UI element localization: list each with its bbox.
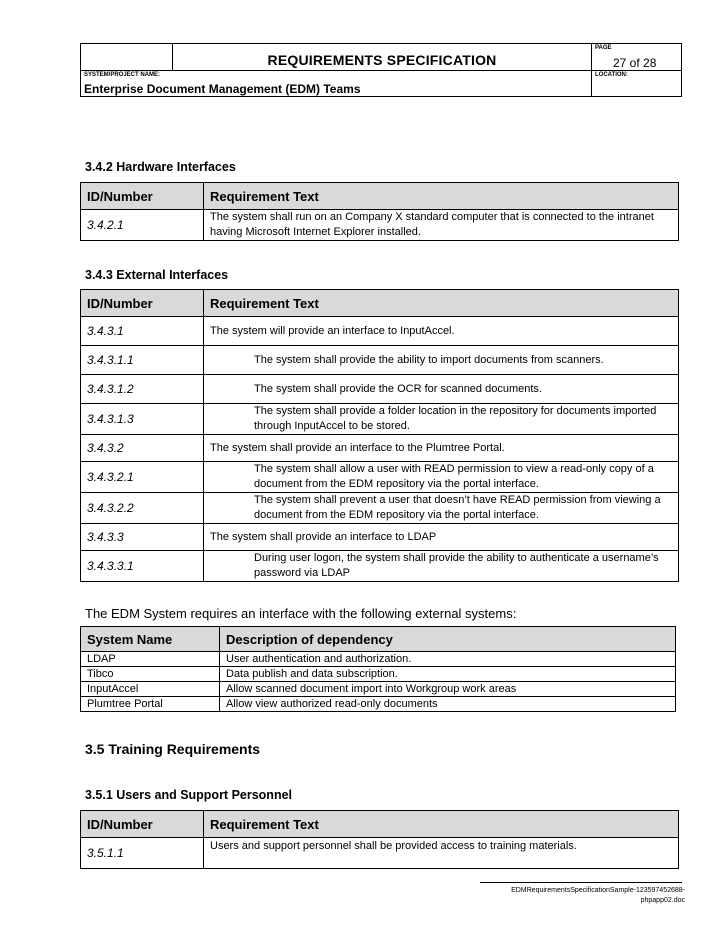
system-description: User authentication and authorization. — [220, 652, 676, 667]
table-row — [81, 667, 676, 682]
column-header-description: Description of dependency — [220, 627, 676, 652]
requirement-id: 3.5.1.1 — [81, 838, 204, 869]
system-name: Tibco — [81, 667, 220, 682]
training-requirements-table — [80, 810, 679, 869]
external-systems-table — [80, 626, 676, 712]
requirement-id: 3.4.3.3 — [81, 524, 204, 551]
requirement-text: The system will provide an interface to InputAccel. — [204, 317, 679, 346]
document-header — [80, 43, 682, 97]
requirement-text: The system shall provide an interface to LDAP — [204, 524, 679, 551]
system-name: InputAccel — [81, 682, 220, 697]
system-description: Allow view authorized read-only documents — [220, 697, 676, 712]
requirement-id: 3.4.2.1 — [81, 210, 204, 241]
table-header-row — [81, 811, 679, 838]
requirement-text: The system shall allow a user with READ permission to view a read-only copy of a document from the EDM repository via the portal interface. — [204, 462, 679, 493]
column-header-id: ID/Number — [81, 290, 204, 317]
requirement-id: 3.4.3.1.3 — [81, 404, 204, 435]
system-name: LDAP — [81, 652, 220, 667]
footer-filename-line: phpapp02.doc — [640, 897, 685, 904]
system-name-label: SYSTEM/PROJECT NAME: — [84, 72, 161, 78]
heading-hardware-interfaces: 3.4.2 Hardware Interfaces — [85, 160, 236, 174]
requirement-id: 3.4.3.1 — [81, 317, 204, 346]
heading-users-support: 3.5.1 Users and Support Personnel — [85, 788, 293, 802]
table-row — [81, 375, 679, 404]
system-name: Plumtree Portal — [81, 697, 220, 712]
heading-external-interfaces: 3.4.3 External Interfaces — [85, 268, 229, 282]
location-label: LOCATION: — [595, 72, 628, 78]
table-row — [81, 493, 679, 524]
system-description: Data publish and data subscription. — [220, 667, 676, 682]
column-header-text: Requirement Text — [204, 811, 679, 838]
table-row — [81, 551, 679, 582]
requirement-text: The system shall prevent a user that doesn’t have READ permission from viewing a document from the EDM repository via the portal interface. — [204, 493, 679, 524]
external-systems-intro: The EDM System requires an interface with the following external systems: — [85, 606, 517, 621]
column-header-id: ID/Number — [81, 183, 204, 210]
footer-filename — [480, 886, 685, 906]
column-header-system-name: System Name — [81, 627, 220, 652]
requirement-id: 3.4.3.2.2 — [81, 493, 204, 524]
table-row — [81, 435, 679, 462]
table-row — [81, 346, 679, 375]
requirement-text: The system shall provide the ability to import documents from scanners. — [204, 346, 679, 375]
requirement-id: 3.4.3.3.1 — [81, 551, 204, 582]
system-description: Allow scanned document import into Workgroup work areas — [220, 682, 676, 697]
page-number: 27 of 28 — [613, 56, 657, 70]
requirement-text: The system shall provide the OCR for scanned documents. — [204, 375, 679, 404]
requirement-text: Users and support personnel shall be provided access to training materials. — [204, 838, 679, 869]
table-header-row — [81, 183, 679, 210]
requirement-text: The system shall provide a folder location in the repository for documents imported through InputAccel to be stored. — [204, 404, 679, 435]
requirement-id: 3.4.3.1.1 — [81, 346, 204, 375]
table-row — [81, 317, 679, 346]
requirement-id: 3.4.3.1.2 — [81, 375, 204, 404]
table-row — [81, 697, 676, 712]
table-row — [81, 210, 679, 241]
table-row — [81, 682, 676, 697]
system-name-value: Enterprise Document Management (EDM) Teams — [84, 82, 361, 96]
requirement-text: The system shall run on an Company X standard computer that is connected to the intranet having Microsoft Internet Explorer installed. — [204, 210, 679, 241]
column-header-text: Requirement Text — [204, 290, 679, 317]
document-title: REQUIREMENTS SPECIFICATION — [267, 52, 497, 68]
table-row — [81, 462, 679, 493]
header-divider — [81, 70, 681, 71]
hardware-requirements-table — [80, 182, 679, 241]
column-header-id: ID/Number — [81, 811, 204, 838]
column-header-text: Requirement Text — [204, 183, 679, 210]
table-row — [81, 652, 676, 667]
table-header-row — [81, 290, 679, 317]
footer-filename-line: EDMRequirementsSpecificationSample-123597452688- — [511, 887, 685, 894]
external-requirements-table — [80, 289, 679, 582]
table-row — [81, 524, 679, 551]
table-header-row — [81, 627, 676, 652]
footer-rule — [480, 882, 682, 883]
requirement-id: 3.4.3.2.1 — [81, 462, 204, 493]
table-row — [81, 838, 679, 869]
requirement-id: 3.4.3.2 — [81, 435, 204, 462]
requirement-text: The system shall provide an interface to the Plumtree Portal. — [204, 435, 679, 462]
requirement-text: During user logon, the system shall provide the ability to authenticate a username’s password via LDAP — [204, 551, 679, 582]
page-label: PAGE — [595, 45, 612, 51]
table-row — [81, 404, 679, 435]
heading-training-requirements: 3.5 Training Requirements — [85, 741, 261, 757]
